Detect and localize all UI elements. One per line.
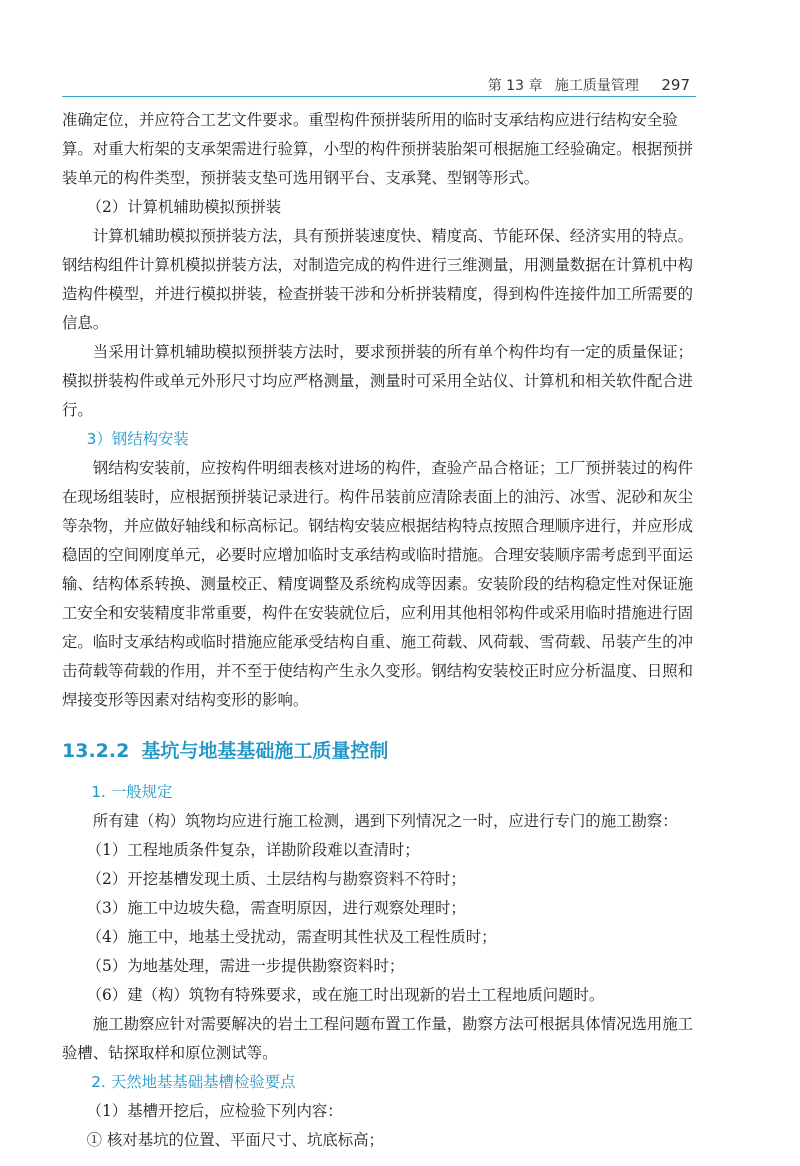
subheading: 2. 天然地基基础基槽检验要点	[91, 1073, 296, 1091]
section-title: 3）钢结构安装	[86, 430, 189, 448]
list-item: （3）施工中边坡失稳，需查明原因，进行观察处理时；	[86, 899, 466, 917]
heading-title: 基坑与地基基础施工质量控制	[141, 740, 389, 762]
list-item: （6）建（构）筑物有特殊要求，或在施工时出现新的岩土工程地质问题时。	[86, 986, 605, 1004]
paragraph: 所有建（构）筑物均应进行施工检测，遇到下列情况之一时，应进行专门的施工勘察：	[92, 812, 678, 830]
running-header	[62, 72, 696, 97]
page-number: 297	[661, 76, 690, 94]
paragraph: （1）基槽开挖后，应检验下列内容：	[86, 1102, 343, 1120]
paragraph: ① 核对基坑的位置、平面尺寸、坑底标高；	[86, 1131, 384, 1149]
paragraph: 计算机辅助模拟预拼装方法，具有预拼装速度快、精度高、节能环保、经济实用的特点。钢结构组件计算机模拟拼装方法，对制造完成的构件进行三维测量，用测量数据在计算机中构造构件模型，并进行模拟拼装，检查拼装干涉和分析拼装精度，得到构件连接件加工所需要的信息。	[62, 227, 694, 332]
paragraph: 施工勘察应针对需要解决的岩土工程问题布置工作量，勘察方法可根据具体情况选用施工验槽、钻探取样和原位测试等。	[62, 1015, 694, 1062]
page-body	[62, 106, 696, 1155]
paragraph: 准确定位，并应符合工艺文件要求。重型构件预拼装所用的临时支承结构应进行结构安全验算。对重大桁架的支承架需进行验算，小型的构件预拼装胎架可根据施工经验确定。根据预拼装单元的构件类型，预拼装支垫可选用钢平台、支承凳、型钢等形式。	[62, 111, 694, 187]
heading-number: 13.2.2	[62, 740, 130, 762]
chapter-label: 第 13 章	[487, 78, 543, 94]
subsection-title: （2）计算机辅助模拟预拼装	[86, 198, 282, 216]
list-item: （1）工程地质条件复杂，详勘阶段难以查清时；	[86, 841, 420, 859]
list-item: （5）为地基处理，需进一步提供勘察资料时；	[86, 957, 405, 975]
paragraph: 钢结构安装前，应按构件明细表核对进场的构件，查验产品合格证；工厂预拼装过的构件在现场组装时，应根据预拼装记录进行。构件吊装前应清除表面上的油污、冰雪、泥砂和灰尘等杂物，并应做好轴线和标高标记。钢结构安装应根据结构特点按照合理顺序进行，并应形成稳固的空间刚度单元，必要时应增加临时支承结构或临时措施。合理安装顺序需考虑到平面运输、结构体系转换、测量校正、精度调整及系统构成等因素。安装阶段的结构稳定性对保证施工安全和安装精度非常重要，构件在安装就位后，应利用其他相邻构件或采用临时措施进行固定。临时支承结构或临时措施应能承受结构自重、施工荷载、风荷载、雪荷载、吊装产生的冲击荷载等荷载的作用，并不至于使结构产生永久变形。钢结构安装校正时应分析温度、日照和焊接变形等因素对结构变形的影响。	[62, 459, 694, 709]
paragraph: 当采用计算机辅助模拟预拼装方法时，要求预拼装的所有单个构件均有一定的质量保证；模拟拼装构件或单元外形尺寸均应严格测量，测量时可采用全站仪、计算机和相关软件配合进行。	[62, 343, 694, 419]
chapter-title: 施工质量管理	[554, 78, 639, 94]
heading-section	[62, 737, 696, 766]
subheading: 1. 一般规定	[91, 783, 173, 801]
list-item: （2）开挖基槽发现土质、土层结构与勘察资料不符时；	[86, 870, 466, 888]
list-item: （4）施工中，地基土受扰动，需查明其性状及工程性质时；	[86, 928, 497, 946]
